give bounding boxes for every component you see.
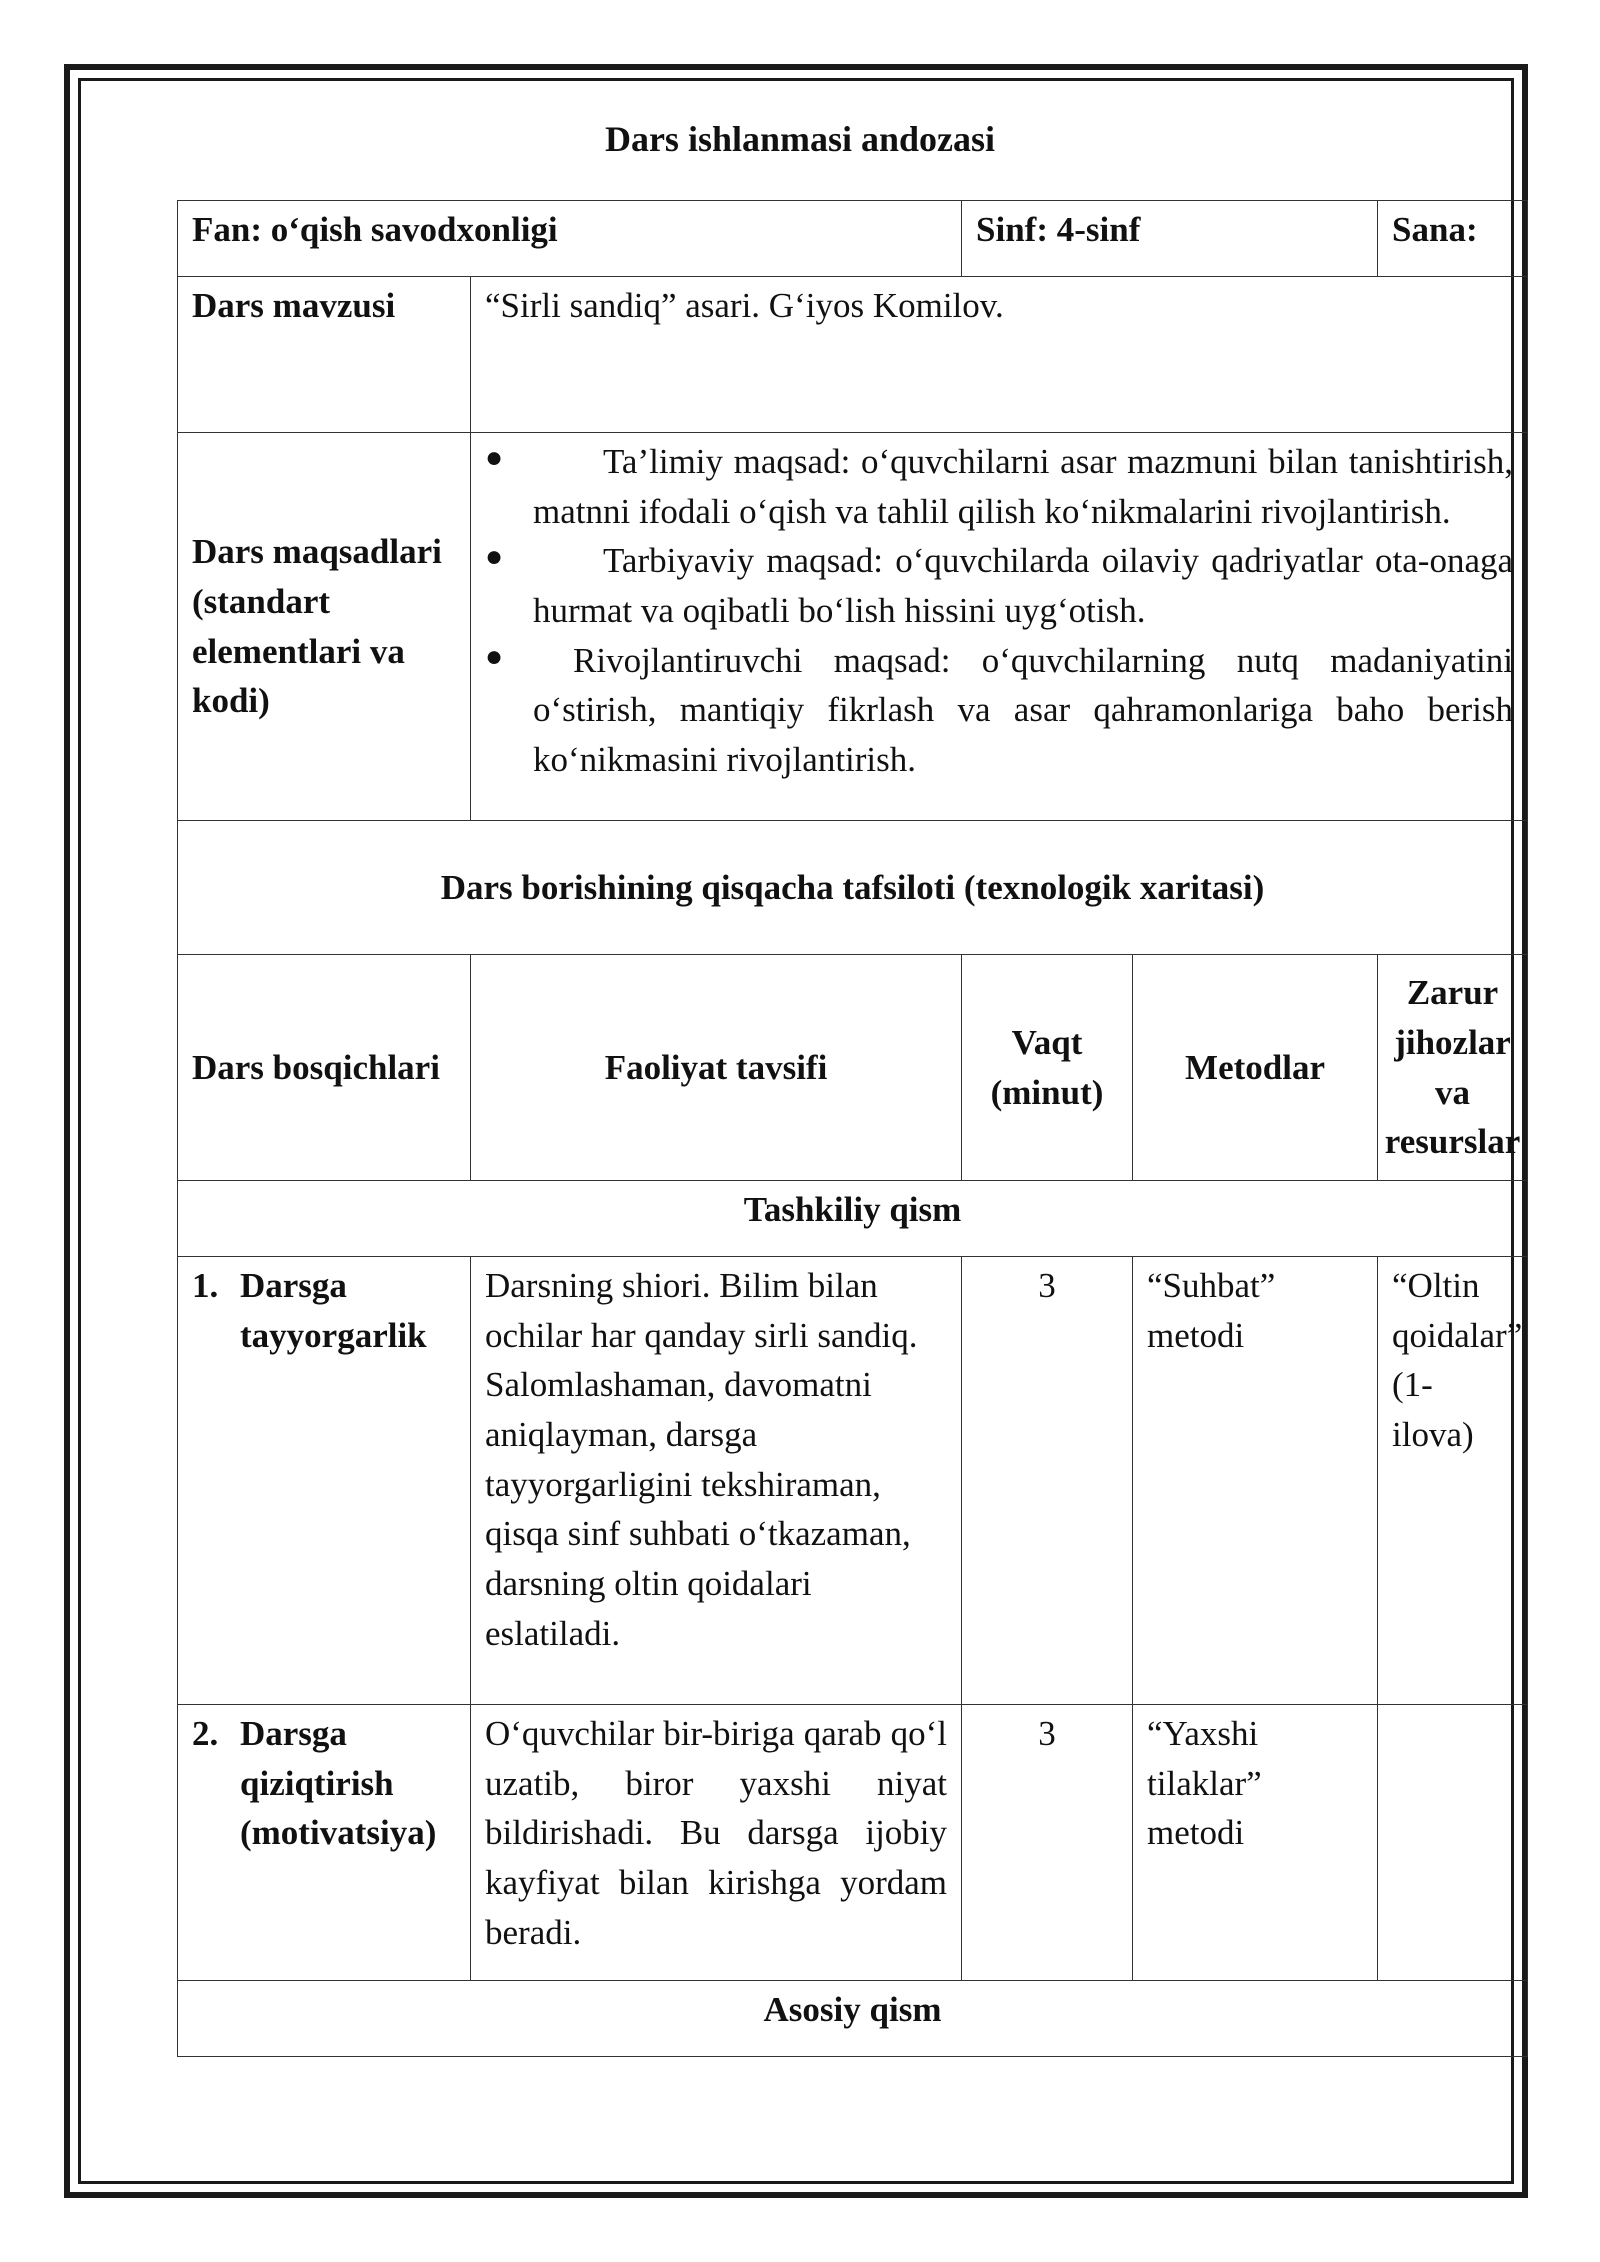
- stage-cell: 2. Darsga qiziqtirish (motivatsiya): [178, 1705, 471, 1981]
- bullet-icon: ●: [485, 540, 504, 574]
- table-row: [178, 1257, 1528, 1705]
- time-cell: 3: [962, 1257, 1133, 1705]
- col-time: Vaqt (minut): [962, 955, 1133, 1181]
- bullet-icon: ●: [485, 441, 504, 474]
- col-methods: Metodlar: [1133, 955, 1378, 1181]
- goal-item: ● Ta’limiy maqsad: o‘quvchilarni asar mazmuni bilan tanishtirish, matnni ifodali o‘qish va tahlil qilish ko‘nikmalarini rivojlantirish.: [485, 437, 1513, 536]
- bullet-icon: ●: [485, 639, 504, 673]
- col-resources: Zarur jihozlar va resurslar: [1378, 955, 1528, 1181]
- resource-cell: [1378, 1705, 1528, 1981]
- grade-cell: Sinf: 4-sinf: [962, 201, 1378, 277]
- topic-value: “Sirli sandiq” asari. G‘iyos Komilov.: [471, 277, 1528, 433]
- goal-item: ● Tarbiyaviy maqsad: o‘quvchilarda oilaviy qadriyatlar ota-onaga hurmat va oqibatli bo‘lish hissini uyg‘otish.: [485, 536, 1513, 635]
- header-row: [178, 201, 1528, 277]
- lesson-plan-table: [177, 200, 1528, 2057]
- stage-cell: 1. Darsga tayyorgarlik: [178, 1257, 471, 1705]
- goals-label: Dars maqsadlari (standart elementlari va kodi): [178, 433, 471, 821]
- section-title: Tashkiliy qism: [178, 1181, 1528, 1257]
- flow-title-row: [178, 821, 1528, 955]
- columns-row: [178, 955, 1528, 1181]
- topic-label: Dars mavzusi: [178, 277, 471, 433]
- section-row: [178, 1181, 1528, 1257]
- section-row: [178, 1981, 1528, 2057]
- date-cell: Sana:: [1378, 201, 1528, 277]
- flow-title: Dars borishining qisqacha tafsiloti (texnologik xaritasi): [178, 821, 1528, 955]
- goals-cell: [471, 433, 1528, 821]
- method-cell: “Suhbat” metodi: [1133, 1257, 1378, 1705]
- activity-cell: Darsning shiori. Bilim bilan ochilar har qanday sirli sandiq. Salomlashaman, davomatni aniqlayman, darsga tayyorgarligini tekshiraman, qisqa sinf suhbati o‘tkazaman, darsning oltin qoidalari eslatiladi.: [471, 1257, 962, 1705]
- goals-list: [485, 437, 1513, 785]
- method-cell: “Yaxshi tilaklar” metodi: [1133, 1705, 1378, 1981]
- table-row: [178, 1705, 1528, 1981]
- document-title: Dars ishlanmasi andozasi: [604, 119, 996, 159]
- goal-item: ● Rivojlantiruvchi maqsad: o‘quvchilarning nutq madaniyatini o‘stirish, mantiqiy fikrlash va asar qahramonlariga baho berish ko‘nikmasini rivojlantirish.: [485, 636, 1513, 785]
- time-cell: 3: [962, 1705, 1133, 1981]
- resource-cell: “Oltin qoidalar” (1-ilova): [1378, 1257, 1528, 1705]
- col-stages: Dars bosqichlari: [178, 955, 471, 1181]
- goals-row: [178, 433, 1528, 821]
- topic-row: [178, 277, 1528, 433]
- col-activity: Faoliyat tavsifi: [471, 955, 962, 1181]
- section-title: Asosiy qism: [178, 1981, 1528, 2057]
- activity-cell: O‘quvchilar bir-biriga qarab qo‘l uzatib, biror yaxshi niyat bildirishadi. Bu darsga ijobiy kayfiyat bilan kirishga yordam beradi.: [471, 1705, 962, 1981]
- subject-cell: Fan: o‘qish savodxonligi: [178, 201, 962, 277]
